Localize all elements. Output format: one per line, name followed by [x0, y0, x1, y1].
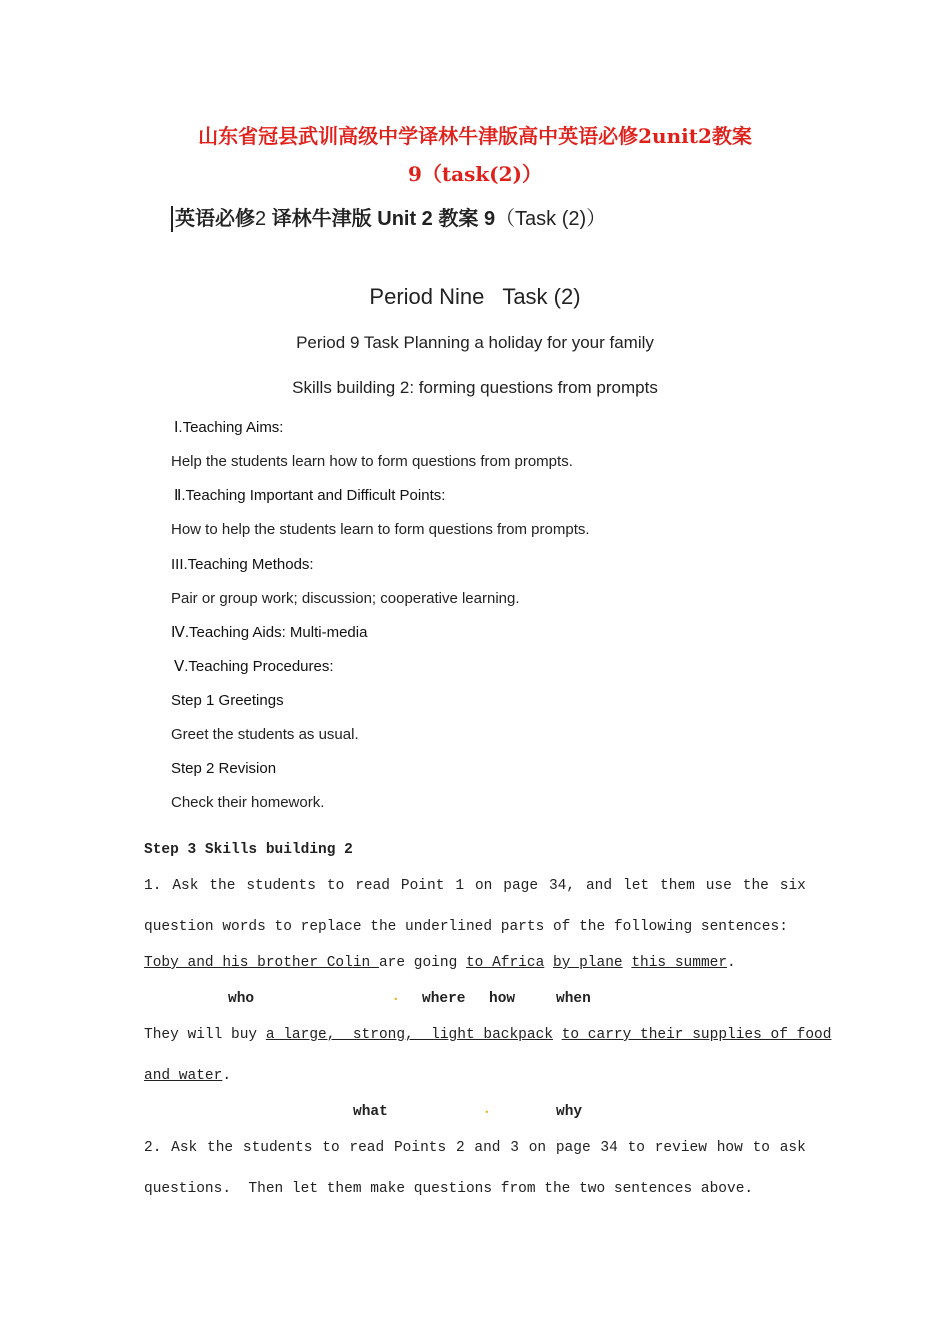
subtitle-edition: 译林牛津版	[271, 208, 372, 230]
step1-text: Greet the students as usual.	[171, 726, 359, 743]
example-sentence-2-line2	[144, 1066, 231, 1086]
lesson-subtitle	[171, 206, 606, 232]
word: 34,	[548, 878, 576, 894]
word: and	[585, 878, 613, 894]
step1-heading: Step 1 Greetings	[171, 692, 284, 709]
subtitle-course: 英语必修	[175, 208, 255, 230]
word: page	[503, 878, 539, 894]
underline-how: by plane	[553, 955, 623, 971]
step2-text: Check their homework.	[171, 794, 325, 811]
aims-text: Help the students learn how to form questions from prompts.	[171, 453, 573, 470]
word: to	[627, 1140, 645, 1156]
points-text: How to help the students learn to form questions from prompts.	[171, 521, 590, 538]
aids-heading: Ⅳ.Teaching Aids:	[171, 624, 286, 641]
word: 3	[510, 1140, 519, 1156]
word: them	[660, 878, 695, 894]
word: Ask	[171, 1140, 198, 1156]
word: to	[326, 878, 345, 894]
word: on	[528, 1140, 547, 1156]
period-heading: Period Nine Task (2)	[369, 284, 581, 309]
word: review	[654, 1140, 707, 1156]
word: to	[752, 1140, 770, 1156]
word: Point	[400, 878, 445, 894]
word: on	[474, 878, 493, 894]
word: the	[742, 878, 769, 894]
underline-what: a large, strong, light backpack	[265, 1027, 553, 1043]
word: six	[779, 878, 806, 894]
word: page	[555, 1140, 591, 1156]
methods-heading: III.Teaching Methods:	[171, 556, 314, 573]
step3-paragraph1-line2: question words to replace the underlined parts of the following sentences:	[144, 919, 788, 935]
label-dot-1: .	[394, 989, 398, 1004]
label-what: what	[353, 1104, 388, 1120]
sentence2-start: They will buy	[144, 1027, 266, 1043]
word: how	[716, 1140, 743, 1156]
subtitle-number: 2	[255, 208, 267, 230]
word: 1	[455, 878, 465, 894]
underline-when: this summer	[631, 955, 728, 971]
word: Ask	[172, 878, 199, 894]
label-dot-2: .	[485, 1102, 489, 1117]
example-sentence-1	[144, 953, 736, 973]
word: 1.	[144, 878, 162, 894]
step3-heading: Step 3 Skills building 2	[144, 842, 353, 858]
underline-where: to Africa	[465, 955, 545, 971]
label-how: how	[489, 991, 516, 1007]
procedures-heading: Ⅴ.Teaching Procedures:	[174, 658, 334, 675]
step3-paragraph1-line1	[144, 876, 806, 896]
word: the	[209, 878, 236, 894]
word: the	[207, 1140, 234, 1156]
methods-text: Pair or group work; discussion; cooperative learning.	[171, 590, 520, 607]
word: 34	[600, 1140, 618, 1156]
subtitle-unit: Unit 2	[377, 208, 433, 230]
document-title-line-2: 9（task(2)）	[407, 162, 543, 186]
points-heading: Ⅱ.Teaching Important and Difficult Points:	[174, 487, 446, 504]
label-where: where	[422, 991, 466, 1007]
document-title-line-1: 山东省冠县武训高级中学译林牛津版高中英语必修2unit2教案	[198, 124, 752, 148]
label-why: why	[556, 1104, 583, 1120]
word: to	[322, 1140, 340, 1156]
step2-heading: Step 2 Revision	[171, 760, 277, 777]
underline-why: to carry their supplies of food	[561, 1027, 832, 1043]
aids-text: Multi-media	[285, 624, 368, 641]
sentence1-space-1	[544, 955, 553, 971]
underline-why-continued: and water	[144, 1068, 223, 1084]
period-description: Period 9 Task Planning a holiday for your family	[296, 333, 654, 352]
skills-heading: Skills building 2: forming questions from prompts	[292, 378, 658, 397]
word: students	[246, 878, 316, 894]
aims-heading: Ⅰ.Teaching Aims:	[174, 419, 284, 436]
word: 2.	[144, 1140, 162, 1156]
sentence2-period: .	[222, 1068, 232, 1084]
word: use	[705, 878, 732, 894]
subtitle-plan: 教案	[438, 208, 479, 230]
sentence2-space	[553, 1027, 562, 1043]
subtitle-nine: 9	[483, 208, 496, 230]
aids-line	[171, 623, 367, 643]
subtitle-task: （Task (2)）	[495, 208, 607, 230]
example-sentence-2-line1	[144, 1025, 831, 1045]
sentence1-period: .	[727, 955, 736, 971]
label-when: when	[556, 991, 591, 1007]
word: read	[355, 878, 390, 894]
word: ask	[779, 1140, 806, 1156]
step3-paragraph2-line2: questions. Then let them make questions from the two sentences above.	[144, 1181, 754, 1197]
sentence1-verb: are going	[378, 955, 466, 971]
word: read	[349, 1140, 385, 1156]
word: students	[242, 1140, 313, 1156]
word: 2	[455, 1140, 465, 1156]
word: Points	[393, 1140, 447, 1156]
underline-who: Toby and his brother Colin	[144, 955, 379, 971]
step3-paragraph2-line1	[144, 1138, 806, 1158]
word: and	[474, 1140, 501, 1156]
word: let	[623, 878, 650, 894]
label-who: who	[228, 991, 255, 1007]
